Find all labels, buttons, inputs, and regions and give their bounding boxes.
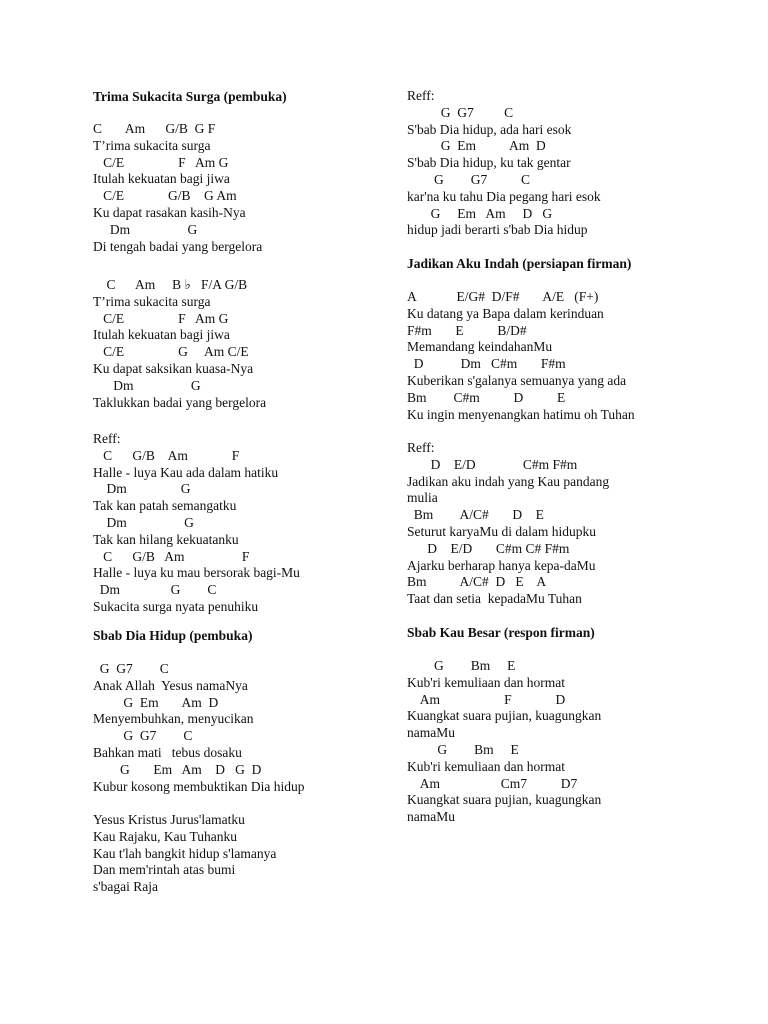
lyric-line: Tak kan hilang kekuatanku [93,531,239,547]
lyric-line: Tak kan patah semangatku [93,498,237,514]
chord-line: G G7 C [407,171,531,187]
song-title-jadikan-aku-indah [407,256,631,273]
chord-line: D E/D C#m F#m [407,456,578,472]
lyric-line: Kub'ri kemuliaan dan hormat [407,758,566,774]
verse-jadikan-aku-indah [407,289,635,423]
lyric-line: Kau Rajaku, Kau Tuhanku [93,828,237,844]
lyric-line: Ku dapat rasakan kasih-Nya [93,204,246,220]
lyric-line: Itulah kekuatan bagi jiwa [93,171,230,187]
chord-line: G Em Am D [93,694,219,710]
section-heading: Sbab Dia Hidup (pembuka) [93,628,253,643]
chord-line: C/E G Am C/E [93,344,249,360]
lyric-line: Kuberikan s'galanya semuanya yang ada [407,372,627,388]
chord-line: Dm G [93,481,191,497]
verse-1 [93,121,262,255]
lyric-line: Di tengah badai yang bergelora [93,238,263,254]
lyric-line: Ajarku berharap hanya kepa-daMu [407,557,596,573]
section-heading: Trima Sukacita Surga (pembuka) [93,89,287,104]
chorus-sbab-dia-hidup [407,88,601,239]
lyric-line: Reff: [93,431,121,446]
chord-line: C/E F Am G [93,310,229,326]
lyric-line: Kub'ri kemuliaan dan hormat [407,674,566,690]
chord-line: G Em Am D G D [93,761,262,777]
chord-line: Bm A/C# D E [407,507,544,523]
lyric-line: Ku dapat saksikan kuasa-Nya [93,360,254,376]
lyric-line: Menyembuhkan, menyucikan [93,711,254,727]
chord-line: Bm A/C# D E A [407,574,547,590]
lyric-line: Reff: [407,88,435,103]
lyric-line: Memandang keindahanMu [407,339,553,355]
chord-line: D Dm C#m F#m [407,356,566,372]
lyric-line: Kau t'lah bangkit hidup s'lamanya [93,845,277,861]
chord-line: G G7 C [93,661,169,676]
chord-line: G Em Am D G [407,205,553,221]
lyric-line: namaMu [407,809,455,825]
lyric-line: S'bab Dia hidup, ku tak gentar [407,155,571,171]
lyric-line: Itulah kekuatan bagi jiwa [93,327,230,343]
chord-line: G Bm E [407,741,519,757]
lyric-line: T’rima sukacita surga [93,137,211,153]
lyric-line: mulia [407,490,438,506]
chord-line: A E/G# D/F# A/E (F+) [407,289,599,304]
lyric-line: Ku datang ya Bapa dalam kerinduan [407,305,604,321]
lyric-line: Halle - luya Kau ada dalam hatiku [93,464,279,480]
chord-line: G G7 C [407,104,514,120]
chord-line: C Am G/B G F [93,121,216,136]
chord-line: C Am B ♭ F/A G/B [93,277,248,292]
verse-2-sbab-dia-hidup [93,812,276,896]
chord-line: F#m E B/D# [407,322,527,338]
chord-line: Bm C#m D E [407,389,566,405]
chord-line: C G/B Am F [93,548,250,564]
lyric-line: hidup jadi berarti s'bab Dia hidup [407,222,588,238]
chord-line: Dm G [93,377,201,393]
lyric-line: Yesus Kristus Jurus'lamatku [93,812,245,827]
verse-2 [93,277,266,411]
lyric-line: namaMu [407,725,455,741]
chord-line: Dm G [93,514,194,530]
chorus-jadikan-aku-indah [407,440,609,608]
song-title-trima-sukacita-surga [93,89,287,106]
chord-line: D E/D C#m C# F#m [407,540,570,556]
chorus-trima-sukacita [93,431,300,616]
lyric-line: Seturut karyaMu di dalam hidupku [407,523,596,539]
section-heading: Sbab Kau Besar (respon firman) [407,625,595,640]
lyric-line: Bahkan mati tebus dosaku [93,744,242,760]
chord-line: Dm G C [93,582,217,598]
chord-line: Dm G [93,221,198,237]
lyric-line: Kubur kosong membuktikan Dia hidup [93,778,305,794]
lyric-line: Taat dan setia kepadaMu Tuhan [407,591,582,607]
chord-line: C/E F Am G [93,154,229,170]
verse-sbab-kau-besar [407,658,601,826]
chord-line: G Bm E [407,658,516,673]
lyric-line: kar'na ku tahu Dia pegang hari esok [407,188,601,204]
lyric-line: S'bab Dia hidup, ada hari esok [407,121,572,137]
song-title-sbab-kau-besar [407,625,595,642]
lyric-line: Ku ingin menyenangkan hatimu oh Tuhan [407,406,635,422]
chord-line: C/E G/B G Am [93,188,237,204]
lyric-line: Dan mem'rintah atas bumi [93,862,236,878]
lyric-line: Jadikan aku indah yang Kau pandang [407,473,610,489]
lyric-line: Kuangkat suara pujian, kuagungkan [407,792,602,808]
verse-sbab-dia-hidup [93,661,304,795]
chord-line: Am F D [407,691,566,707]
chord-line: G G7 C [93,728,193,744]
lyric-line: Anak Allah Yesus namaNya [93,677,248,693]
section-heading: Jadikan Aku Indah (persiapan firman) [407,256,632,271]
chord-line: C G/B Am F [93,447,240,463]
lyric-line: Kuangkat suara pujian, kuagungkan [407,708,602,724]
chord-line: G Em Am D [407,138,546,154]
lyric-line: s'bagai Raja [93,879,159,895]
lyric-line: Taklukkan badai yang bergelora [93,394,267,410]
lyric-line: Halle - luya ku mau bersorak bagi-Mu [93,565,300,581]
lyric-line: Reff: [407,440,435,455]
lyric-line: T’rima sukacita surga [93,293,211,309]
song-title-sbab-dia-hidup [93,628,252,645]
lyric-line: Sukacita surga nyata penuhiku [93,598,259,614]
chord-line: Am Cm7 D7 [407,775,578,791]
